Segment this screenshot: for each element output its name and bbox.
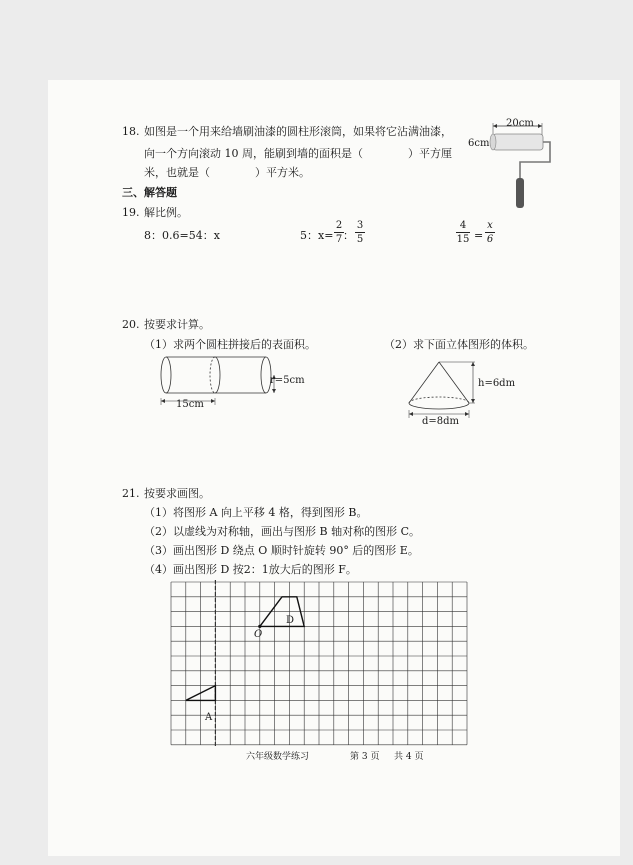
cylinder-length-label: 15cm xyxy=(176,399,204,410)
footer-total: 共 4 页 xyxy=(394,752,424,762)
cone-diameter-label: d=8dm xyxy=(422,416,460,427)
drawing-grid xyxy=(170,581,470,744)
q20-title: 按要求计算。 xyxy=(144,318,210,331)
worksheet-page xyxy=(48,80,620,856)
q19-title: 解比例。 xyxy=(144,206,188,219)
q18-line3-end: ）平方米。 xyxy=(255,166,310,179)
q19-eq3-fraction-2: x 6 xyxy=(486,220,494,245)
q19-eq3-fraction-1: 4 15 xyxy=(456,220,470,245)
q19-equation-1: 8：0.6=54：x xyxy=(144,229,220,242)
q21-item: （1）将图形 A 向上平移 4 格，得到图形 B。 xyxy=(144,506,368,519)
q20-part1: （1）求两个圆柱拼接后的表面积。 xyxy=(144,338,316,351)
q21-item: （2）以虚线为对称轴，画出与图形 B 轴对称的图形 C。 xyxy=(144,525,420,538)
q20-part2: （2）求下面立体图形的体积。 xyxy=(384,338,534,351)
q20-number: 20. xyxy=(122,318,140,331)
cone-height-label: h=6dm xyxy=(478,378,516,389)
q19-eq2-colon: ： xyxy=(343,229,354,242)
q19-eq2-prefix: 5：x= xyxy=(300,229,334,242)
q19-eq3-equals: = xyxy=(474,229,484,242)
q19-eq2-fraction-2: 3 5 xyxy=(356,220,364,245)
q19-eq2-fraction-1: 2 7 xyxy=(335,220,343,245)
roller-diameter-label: 6cm xyxy=(468,138,490,149)
q18-line2-end: ）平方厘 xyxy=(408,147,452,160)
q21-item: （3）画出图形 D 绕点 O 顺时针旋转 90° 后的图形 E。 xyxy=(144,544,419,557)
point-o-label: O xyxy=(254,629,263,640)
q18-line2: 向一个方向滚动 10 周，能刷到墙的面积是（ xyxy=(144,147,363,160)
cylinder-radius-label: r=5cm xyxy=(270,375,305,386)
shape-d-label: D xyxy=(286,615,295,626)
section-heading: 三、解答题 xyxy=(122,186,177,199)
paint-roller-figure xyxy=(468,118,558,210)
shape-a-label: A xyxy=(205,712,213,723)
q18-number: 18. xyxy=(122,125,140,138)
q19-number: 19. xyxy=(122,206,140,219)
q21-number: 21. xyxy=(122,487,140,500)
q18-line1: 如图是一个用来给墙刷油漆的圆柱形滚筒，如果将它沾满油漆， xyxy=(144,125,452,138)
footer-page: 第 3 页 xyxy=(350,752,380,762)
footer-title: 六年级数学练习 xyxy=(246,752,310,762)
q21-item: （4）画出图形 D 按2：1放大后的图形 F。 xyxy=(144,563,357,576)
q21-title: 按要求画图。 xyxy=(144,487,210,500)
roller-width-label: 20cm xyxy=(506,118,534,129)
q18-line3: 米，也就是（ xyxy=(144,166,210,179)
